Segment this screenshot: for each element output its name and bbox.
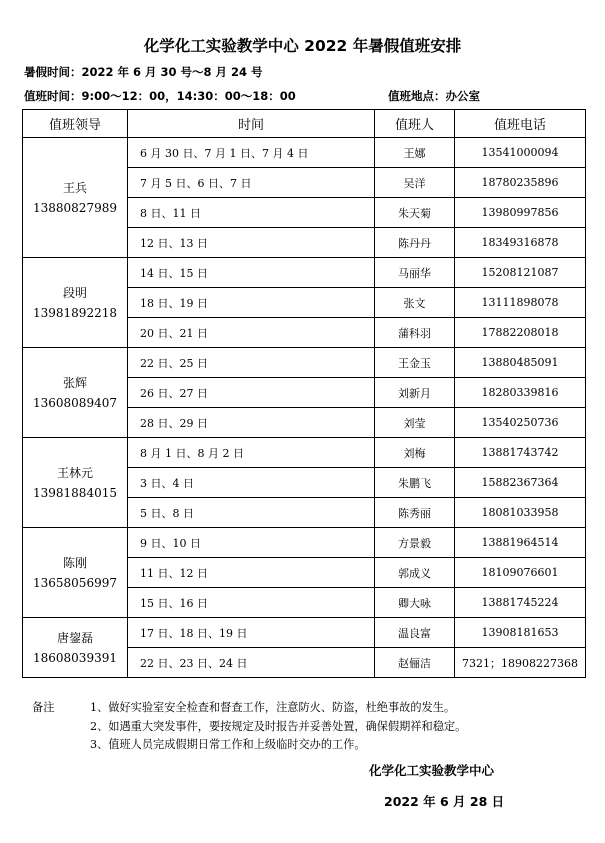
leader-phone: 13981892218	[33, 305, 117, 320]
leader-phone: 18608039391	[33, 650, 117, 665]
duty-person-cell: 吴洋	[375, 168, 455, 198]
table-row	[23, 618, 586, 648]
vacation-time: 暑假时间：2022 年 6 月 30 号～8 月 24 号	[24, 65, 263, 79]
duty-phone-cell: 18081033958	[455, 498, 586, 528]
leader-cell	[23, 618, 128, 678]
duty-date-cell: 17 日、18 日、19 日	[128, 618, 375, 648]
duty-person-cell: 朱天菊	[375, 198, 455, 228]
duty-date-cell: 22 日、23 日、24 日	[128, 648, 375, 678]
leader-phone: 13880827989	[33, 200, 117, 215]
header-phone: 值班电话	[455, 110, 586, 138]
duty-phone-cell: 13881964514	[455, 528, 586, 558]
header-time: 时间	[128, 110, 375, 138]
duty-phone-cell: 13111898078	[455, 288, 586, 318]
duty-phone-cell: 13881743742	[455, 438, 586, 468]
duty-phone-cell: 18109076601	[455, 558, 586, 588]
duty-person-cell: 王娜	[375, 138, 455, 168]
leader-name: 张辉	[62, 375, 87, 390]
duty-date-cell: 6 月 30 日、7 月 1 日、7 月 4 日	[128, 138, 375, 168]
leader-name: 王兵	[62, 180, 87, 195]
duty-person-cell: 蒲科羽	[375, 318, 455, 348]
duty-date-cell: 12 日、13 日	[128, 228, 375, 258]
leader-phone: 13658056997	[33, 575, 117, 590]
table-row	[23, 438, 586, 468]
duty-phone-cell: 17882208018	[455, 318, 586, 348]
note-item-1: 1、做好实验室安全检查和督查工作，注意防火、防盗，杜绝事故的发生。	[90, 701, 456, 714]
table-header-row	[23, 110, 586, 138]
duty-date-cell: 5 日、8 日	[128, 498, 375, 528]
duty-phone-cell: 18780235896	[455, 168, 586, 198]
table-row	[23, 138, 586, 168]
header-leader: 值班领导	[23, 110, 128, 138]
duty-person-cell: 张文	[375, 288, 455, 318]
duty-time: 值班时间：9:00～12：00，14:30：00～18：00	[24, 89, 296, 103]
notes-label: 备注	[32, 701, 55, 714]
leader-phone: 13608089407	[33, 395, 117, 410]
signature: 化学化工实验教学中心	[369, 763, 495, 778]
duty-schedule-table	[22, 109, 586, 678]
duty-phone-cell: 15882367364	[455, 468, 586, 498]
duty-phone-cell: 13908181653	[455, 618, 586, 648]
duty-date-cell: 8 月 1 日、8 月 2 日	[128, 438, 375, 468]
duty-person-cell: 马丽华	[375, 258, 455, 288]
duty-person-cell: 陈丹丹	[375, 228, 455, 258]
duty-phone-cell: 18349316878	[455, 228, 586, 258]
duty-person-cell: 温良富	[375, 618, 455, 648]
table-row	[23, 528, 586, 558]
duty-date-cell: 9 日、10 日	[128, 528, 375, 558]
leader-name: 王林元	[56, 465, 93, 480]
leader-name: 唐鋆磊	[56, 630, 93, 645]
duty-person-cell: 刘梅	[375, 438, 455, 468]
header-person: 值班人	[375, 110, 455, 138]
note-item-2: 2、如遇重大突发事件，要按规定及时报告并妥善处置，确保假期祥和稳定。	[90, 719, 467, 733]
duty-date-cell: 3 日、4 日	[128, 468, 375, 498]
duty-date-cell: 11 日、12 日	[128, 558, 375, 588]
duty-date-cell: 7 月 5 日、6 日、7 日	[128, 168, 375, 198]
duty-date-cell: 8 日、11 日	[128, 198, 375, 228]
leader-cell	[23, 258, 128, 348]
note-item-3: 3、值班人员完成假期日常工作和上级临时交办的工作。	[90, 738, 366, 751]
leader-cell	[23, 528, 128, 618]
duty-person-cell: 朱鹏飞	[375, 468, 455, 498]
duty-date-cell: 18 日、19 日	[128, 288, 375, 318]
duty-phone-cell: 13980997856	[455, 198, 586, 228]
duty-date-cell: 14 日、15 日	[128, 258, 375, 288]
leader-cell	[23, 438, 128, 528]
duty-date-cell: 20 日、21 日	[128, 318, 375, 348]
duty-person-cell: 卿大咏	[375, 588, 455, 618]
duty-phone-cell: 13540250736	[455, 408, 586, 438]
duty-phone-cell: 13881745224	[455, 588, 586, 618]
duty-date-cell: 15 日、16 日	[128, 588, 375, 618]
duty-date-cell: 26 日、27 日	[128, 378, 375, 408]
duty-person-cell: 方景毅	[375, 528, 455, 558]
duty-person-cell: 赵俪洁	[375, 648, 455, 678]
leader-cell	[23, 138, 128, 258]
table-row	[23, 258, 586, 288]
leader-name: 段明	[62, 285, 87, 300]
table-row	[23, 348, 586, 378]
leader-cell	[23, 348, 128, 438]
duty-phone-cell: 13880485091	[455, 348, 586, 378]
duty-person-cell: 郭成义	[375, 558, 455, 588]
duty-date-cell: 28 日、29 日	[128, 408, 375, 438]
leader-name: 陈刚	[62, 555, 87, 570]
table-body	[23, 138, 586, 678]
duty-person-cell: 陈秀丽	[375, 498, 455, 528]
duty-phone-cell: 18280339816	[455, 378, 586, 408]
duty-phone-cell: 7321；18908227368	[455, 648, 586, 678]
notes-section	[32, 699, 466, 755]
duty-person-cell: 刘莹	[375, 408, 455, 438]
duty-date-cell: 22 日、25 日	[128, 348, 375, 378]
leader-phone: 13981884015	[33, 485, 117, 500]
document-title: 化学化工实验教学中心 2022 年暑假值班安排	[143, 37, 462, 55]
issue-date: 2022 年 6 月 28 日	[384, 794, 505, 809]
duty-place: 值班地点：办公室	[388, 89, 480, 103]
duty-phone-cell: 13541000094	[455, 138, 586, 168]
duty-person-cell: 王金玉	[375, 348, 455, 378]
duty-person-cell: 刘新月	[375, 378, 455, 408]
duty-phone-cell: 15208121087	[455, 258, 586, 288]
